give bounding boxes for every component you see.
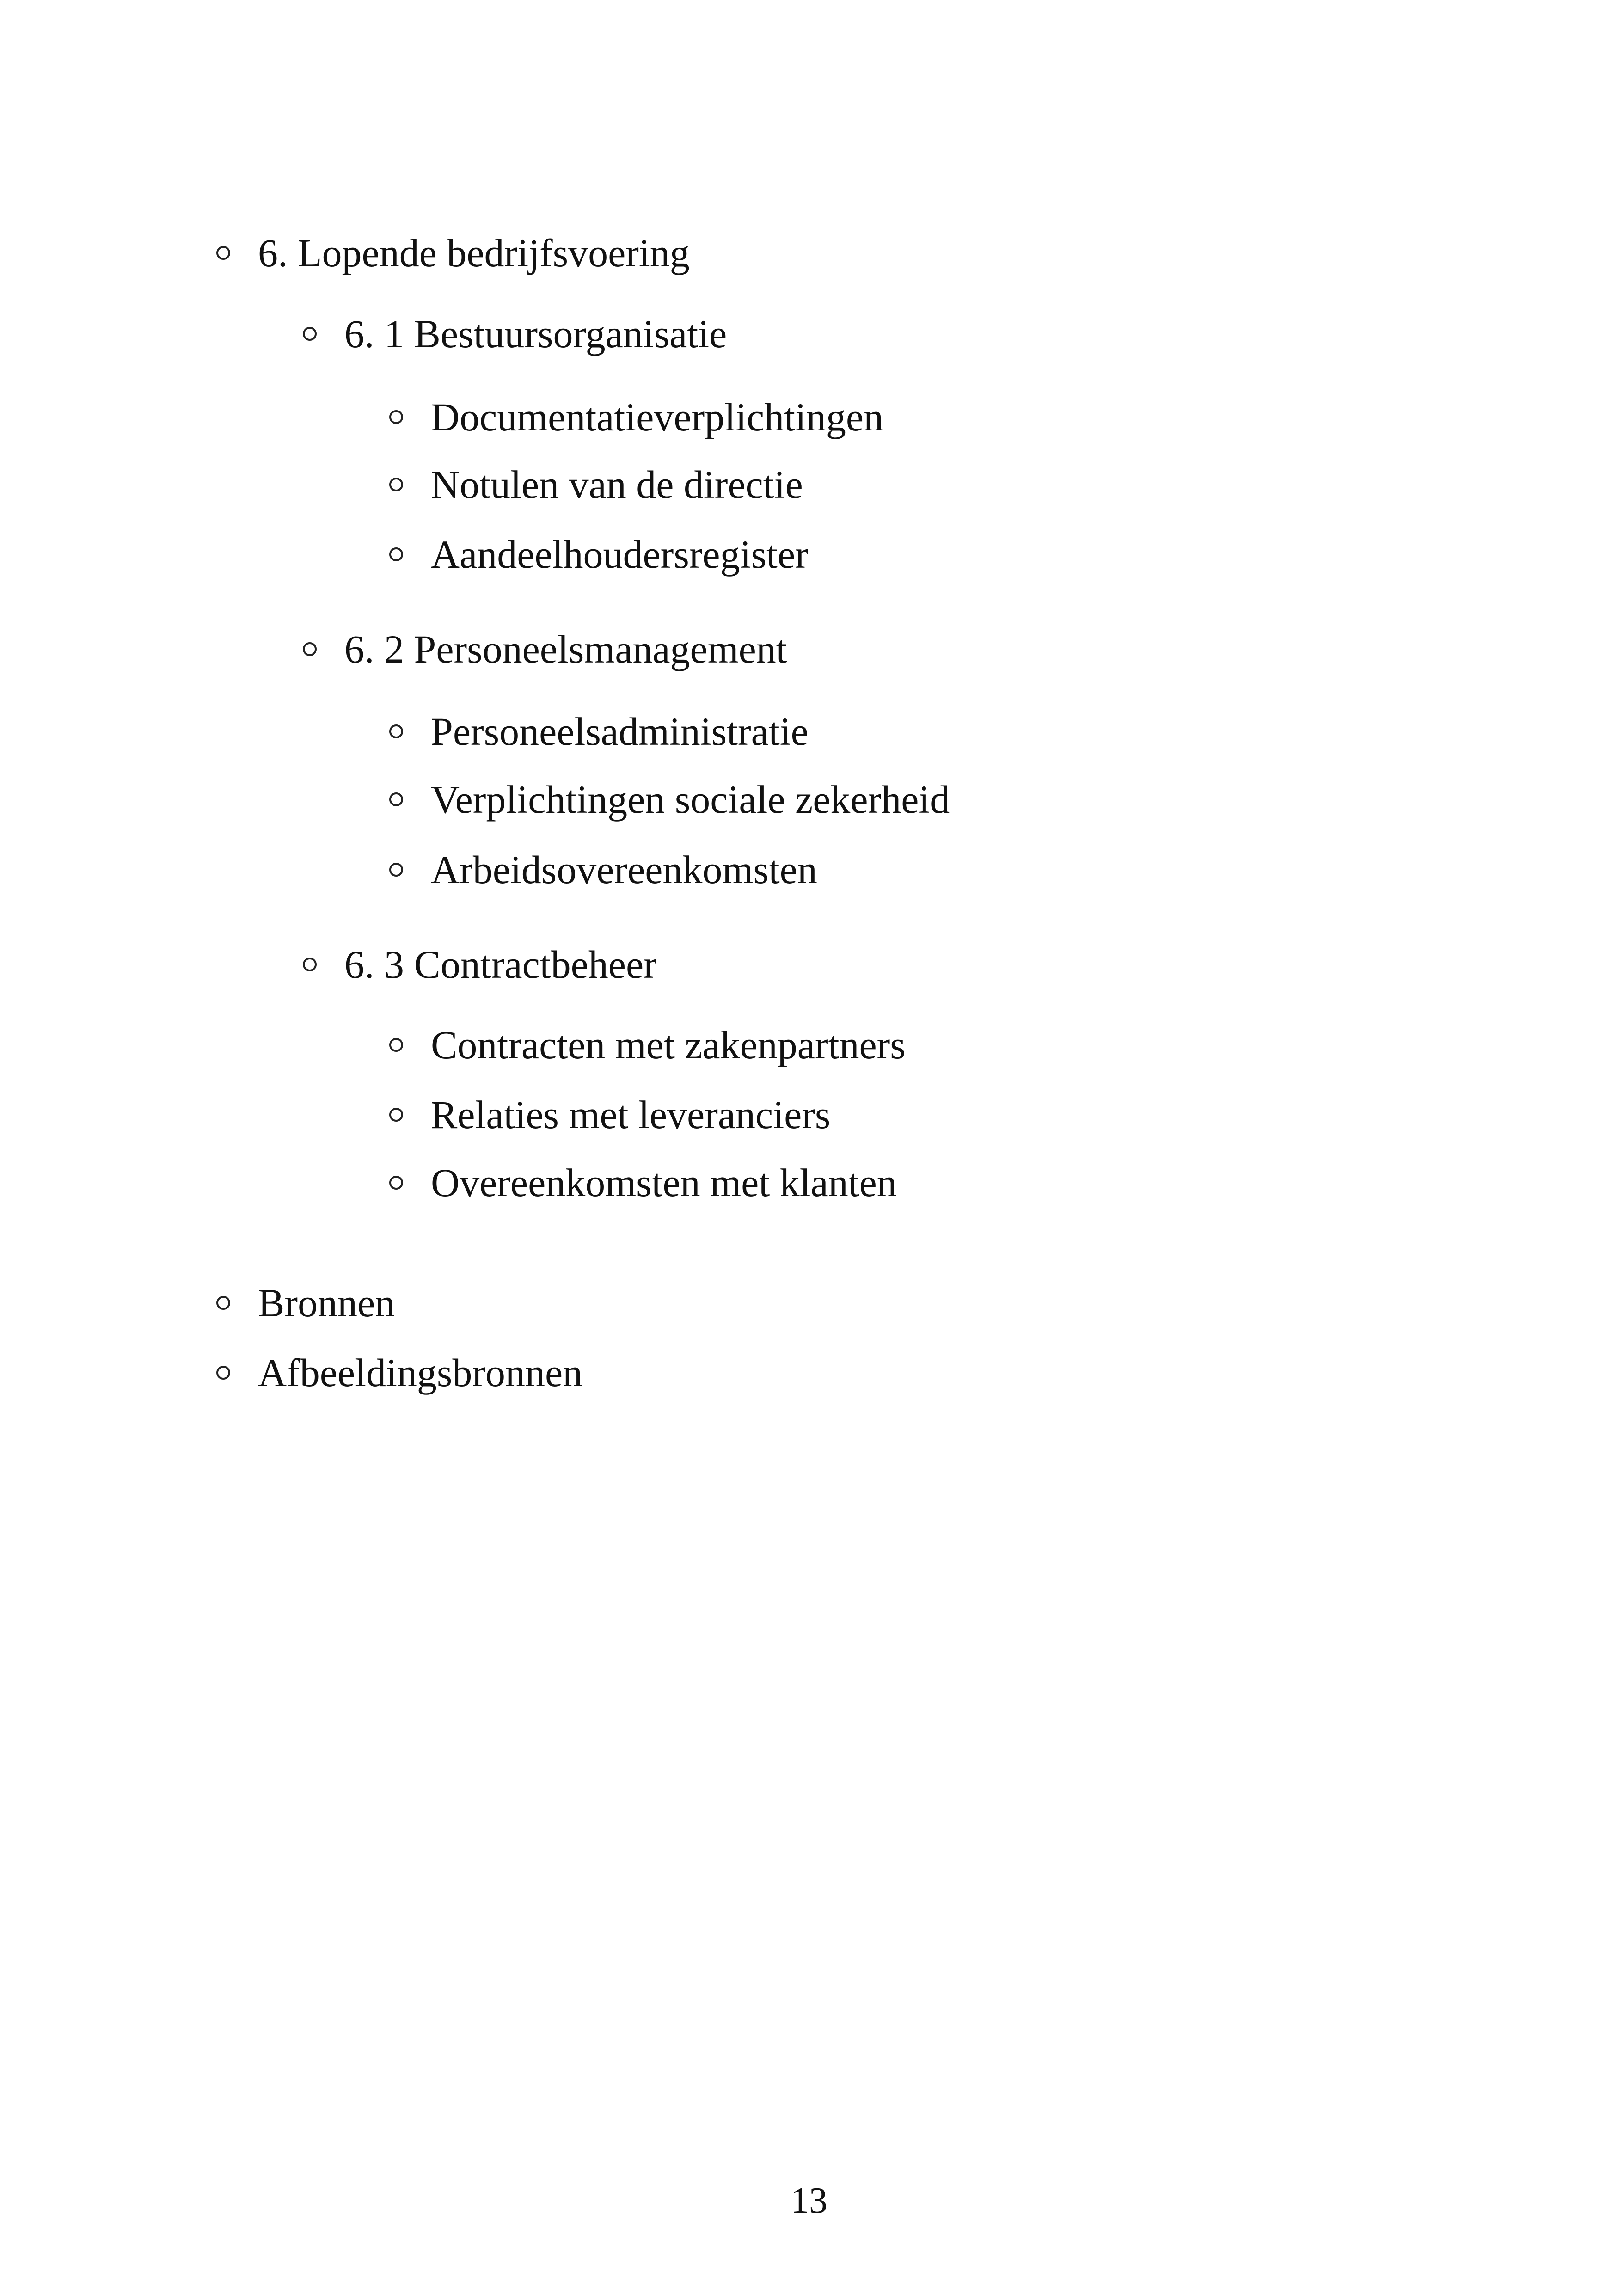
toc-entry-item bbox=[389, 461, 803, 508]
toc-entry-section-6-3 bbox=[303, 941, 657, 988]
hollow-circle-bullet-icon bbox=[389, 547, 403, 561]
toc-entry-label: Contracten met zakenpartners bbox=[431, 1023, 906, 1067]
toc-entry-label: Arbeidsovereenkomsten bbox=[431, 847, 817, 892]
hollow-circle-bullet-icon bbox=[389, 1176, 403, 1190]
page-number: 13 bbox=[791, 2180, 827, 2221]
hollow-circle-bullet-icon bbox=[389, 792, 403, 806]
toc-entry-label: Documentatieverplichtingen bbox=[431, 395, 884, 439]
toc-entry-label: Overeenkomsten met klanten bbox=[431, 1160, 897, 1205]
hollow-circle-bullet-icon bbox=[389, 478, 403, 491]
toc-entry-section-6-1 bbox=[303, 311, 727, 357]
toc-entry-afbeeldingsbronnen bbox=[216, 1350, 582, 1396]
hollow-circle-bullet-icon bbox=[389, 1038, 403, 1052]
toc-entry-item bbox=[389, 394, 883, 440]
hollow-circle-bullet-icon bbox=[389, 724, 403, 738]
hollow-circle-bullet-icon bbox=[389, 1108, 403, 1122]
toc-entry-label: 6. Lopende bedrijfsvoering bbox=[258, 231, 690, 275]
toc-entry-label: Personeelsadministratie bbox=[431, 709, 809, 754]
toc-entry-item bbox=[389, 776, 950, 823]
hollow-circle-bullet-icon bbox=[389, 410, 403, 424]
toc-entry-item bbox=[389, 1092, 830, 1138]
hollow-circle-bullet-icon bbox=[389, 863, 403, 877]
toc-entry-section-6 bbox=[216, 230, 690, 276]
toc-entry-item bbox=[389, 847, 817, 893]
hollow-circle-bullet-icon bbox=[303, 958, 317, 971]
toc-entry-label: 6. 3 Contractbeheer bbox=[344, 942, 657, 987]
hollow-circle-bullet-icon bbox=[216, 246, 230, 260]
toc-entry-label: Notulen van de directie bbox=[431, 462, 803, 507]
hollow-circle-bullet-icon bbox=[216, 1296, 230, 1310]
toc-entry-item bbox=[389, 708, 809, 755]
toc-entry-label: Bronnen bbox=[258, 1281, 395, 1325]
toc-entry-label: 6. 1 Bestuursorganisatie bbox=[344, 312, 727, 356]
toc-entry-section-6-2 bbox=[303, 626, 787, 672]
toc-entry-label: Verplichtingen sociale zekerheid bbox=[431, 777, 950, 822]
toc-entry-item bbox=[389, 531, 809, 577]
hollow-circle-bullet-icon bbox=[216, 1366, 230, 1380]
hollow-circle-bullet-icon bbox=[303, 642, 317, 656]
toc-entry-label: Aandeelhoudersregister bbox=[431, 532, 809, 577]
toc-entry-label: Afbeeldingsbronnen bbox=[258, 1351, 583, 1395]
toc-entry-item bbox=[389, 1022, 906, 1068]
toc-entry-item bbox=[389, 1160, 897, 1206]
toc-entry-bronnen bbox=[216, 1280, 395, 1326]
toc-entry-label: Relaties met leveranciers bbox=[431, 1093, 831, 1137]
toc-entry-label: 6. 2 Personeelsmanagement bbox=[344, 627, 787, 671]
hollow-circle-bullet-icon bbox=[303, 327, 317, 341]
